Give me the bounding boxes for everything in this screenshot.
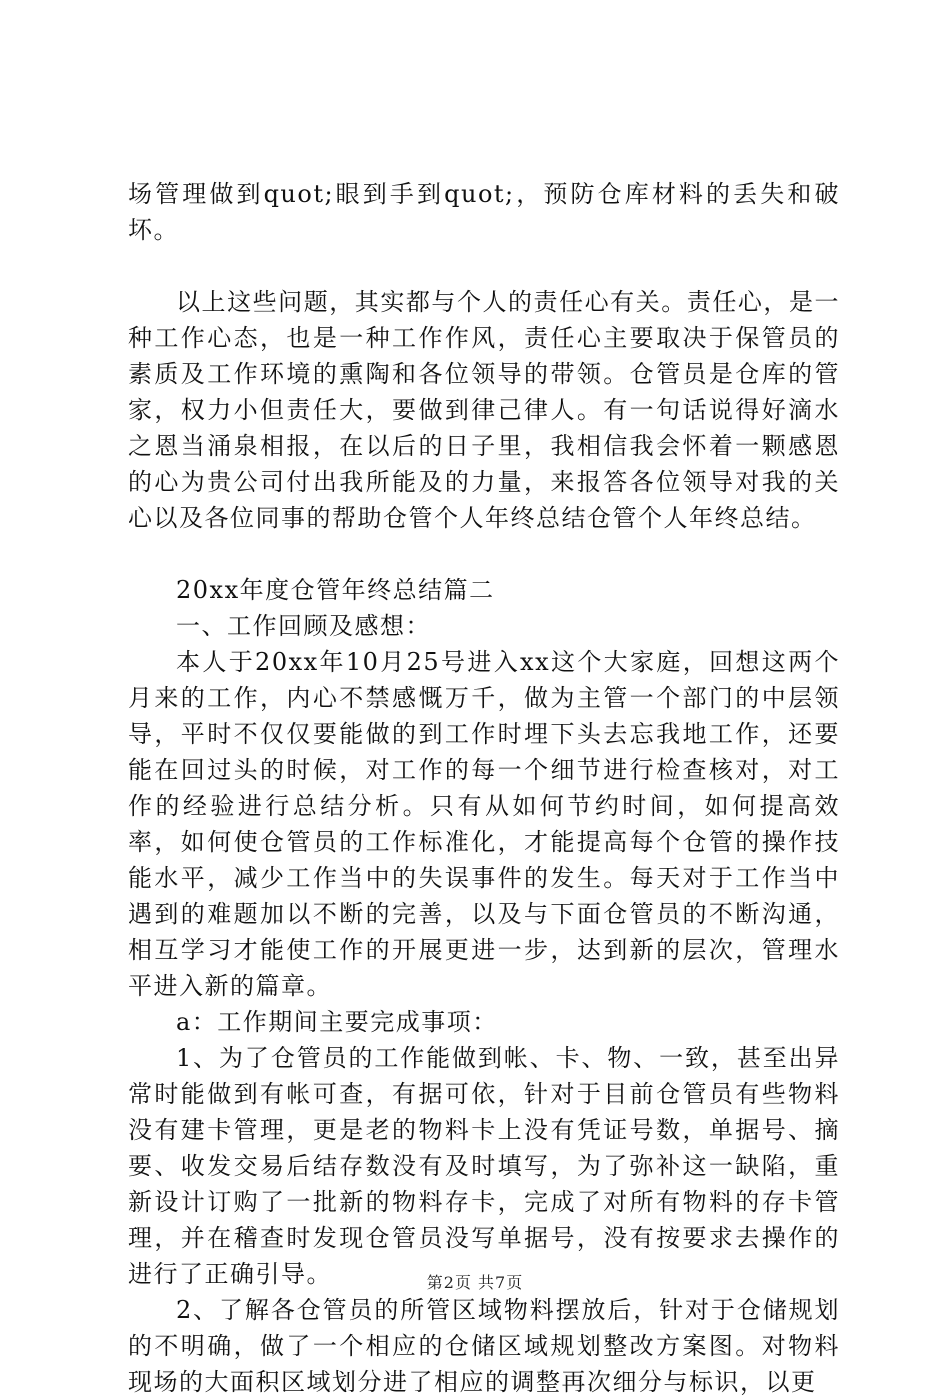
list-item-2: 2、了解各仓管员的所管区域物料摆放后，针对于仓储规划的不明确，做了一个相应的仓储区域规划整改方案图。对物料现场的大面积区域划分进了相应的调整再次细分与标识，以更 — [128, 1296, 840, 1396]
section-title: 20xx年度仓管年终总结篇二 — [176, 576, 495, 604]
paragraph-responsibility: 以上这些问题，其实都与个人的责任心有关。责任心，是一种工作心态，也是一种工作作风，责任心主要取决于保管员的素质及工作环境的熏陶和各位领导的带领。仓管员是仓库的管家，权力小但责任大，要做到律己律人。有一句话说得好滴水之恩当涌泉相报，在以后的日子里，我相信我会怀着一颗感恩的心为贵公司付出我所能及的力量，来报答各位领导对我的关心以及各位同事的帮助仓管个人年终总结仓管个人年终总结。 — [128, 288, 840, 532]
document-body — [128, 176, 840, 1400]
paragraph-introduction: 本人于20xx年10月25号进入xx这个大家庭，回想这两个月来的工作，内心不禁感慨万千，做为主管一个部门的中层领导，平时不仅仅要能做的到工作时埋下头去忘我地工作，还要能在回过头的时候，对工作的每一个细节进行检查核对，对工作的经验进行总结分析。只有从如何节约时间，如何提高效率，如何使仓管员的工作标准化，才能提高每个仓管的操作技能水平，减少工作当中的失误事件的发生。每天对于工作当中遇到的难题加以不断的完善，以及与下面仓管员的不断沟通，相互学习才能使工作的开展更进一步，达到新的层次，管理水平进入新的篇章。 — [128, 648, 840, 1000]
page-number-footer: 第2页 共7页 — [426, 1273, 524, 1292]
subheading-completed-items: a：工作期间主要完成事项： — [176, 1008, 498, 1036]
section-heading-review: 一、工作回顾及感想： — [176, 612, 431, 640]
list-item-1: 1、为了仓管员的工作能做到帐、卡、物、一致，甚至出异常时能做到有帐可查，有据可依，针对于目前仓管员有些物料没有建卡管理，更是老的物料卡上没有凭证号数，单据号、摘要、收发交易后结存数没有及时填写，为了弥补这一缺陷，重新设计订购了一批新的物料存卡，完成了对所有物料的存卡管理，并在稽查时发现仓管员没写单据号，没有按要求去操作的进行了正确引导。 — [128, 1044, 840, 1288]
paragraph-continuation: 场管理做到quot;眼到手到quot;，预防仓库材料的丢失和破坏。 — [128, 180, 840, 244]
